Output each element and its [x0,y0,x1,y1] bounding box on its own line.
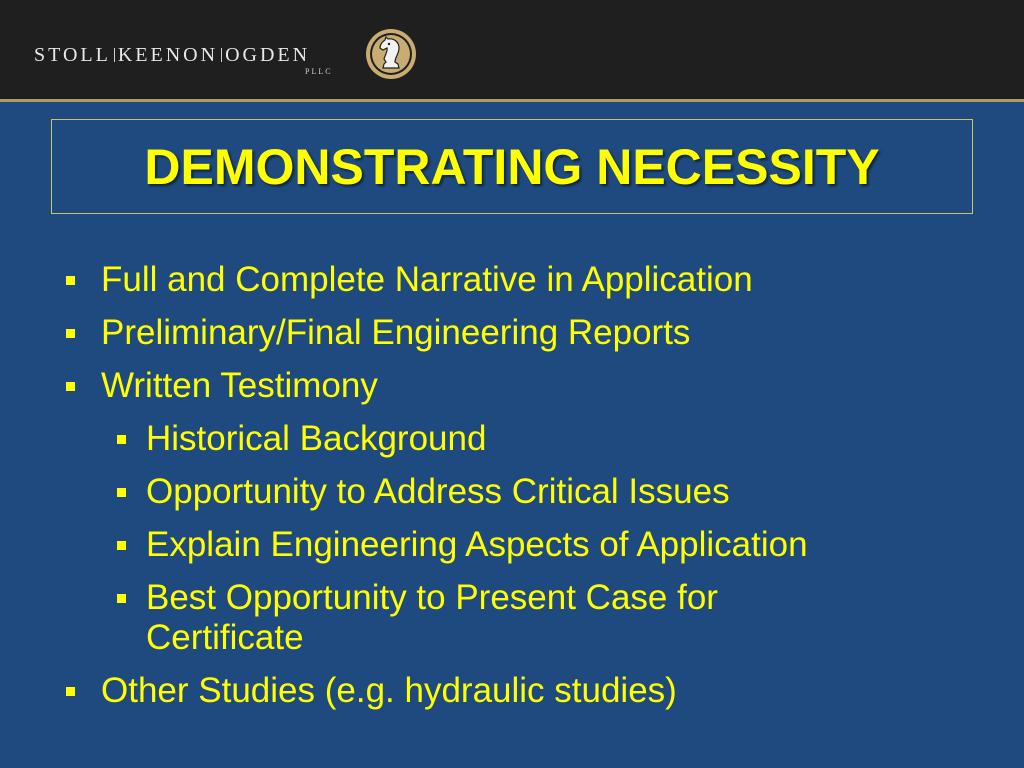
logo-divider [221,48,222,62]
square-bullet-icon [66,329,75,338]
bullet-list [0,260,1024,724]
slide-title: DEMONSTRATING NECESSITY [144,138,880,195]
bullet-item [0,260,1024,300]
square-bullet-icon [117,435,126,444]
bullet-item [0,366,1024,406]
bullet-text: Full and Complete Narrative in Application [101,260,753,299]
bullet-text: Opportunity to Address Critical Issues [146,472,730,511]
sub-bullet-item [0,472,1024,512]
sub-bullet-item [0,578,846,658]
bullet-item [0,671,1024,711]
bullet-text: Best Opportunity to Present Case for Certificate [146,578,718,657]
bullet-text: Preliminary/Final Engineering Reports [101,313,691,352]
logo-word-3: OGDEN [225,44,311,66]
header-bar [0,0,1024,102]
bullet-text: Written Testimony [101,366,378,405]
logo-subtitle: PLLC [305,67,333,76]
logo-divider [114,48,115,62]
square-bullet-icon [66,382,75,391]
knight-chess-piece-icon [364,27,418,81]
square-bullet-icon [66,687,75,696]
bullet-item [0,313,1024,353]
bullet-text: Explain Engineering Aspects of Application [146,525,808,564]
bullet-text: Historical Background [146,419,487,458]
firm-logo-text [34,44,310,67]
sub-bullet-item [0,525,1024,565]
title-box [51,119,973,214]
square-bullet-icon [117,488,126,497]
square-bullet-icon [66,276,75,285]
sub-bullet-item [0,419,1024,459]
logo-word-2: KEENON [117,44,219,66]
bullet-text: Other Studies (e.g. hydraulic studies) [101,671,677,710]
logo-word-1: STOLL [34,44,111,66]
square-bullet-icon [117,594,126,603]
square-bullet-icon [117,541,126,550]
